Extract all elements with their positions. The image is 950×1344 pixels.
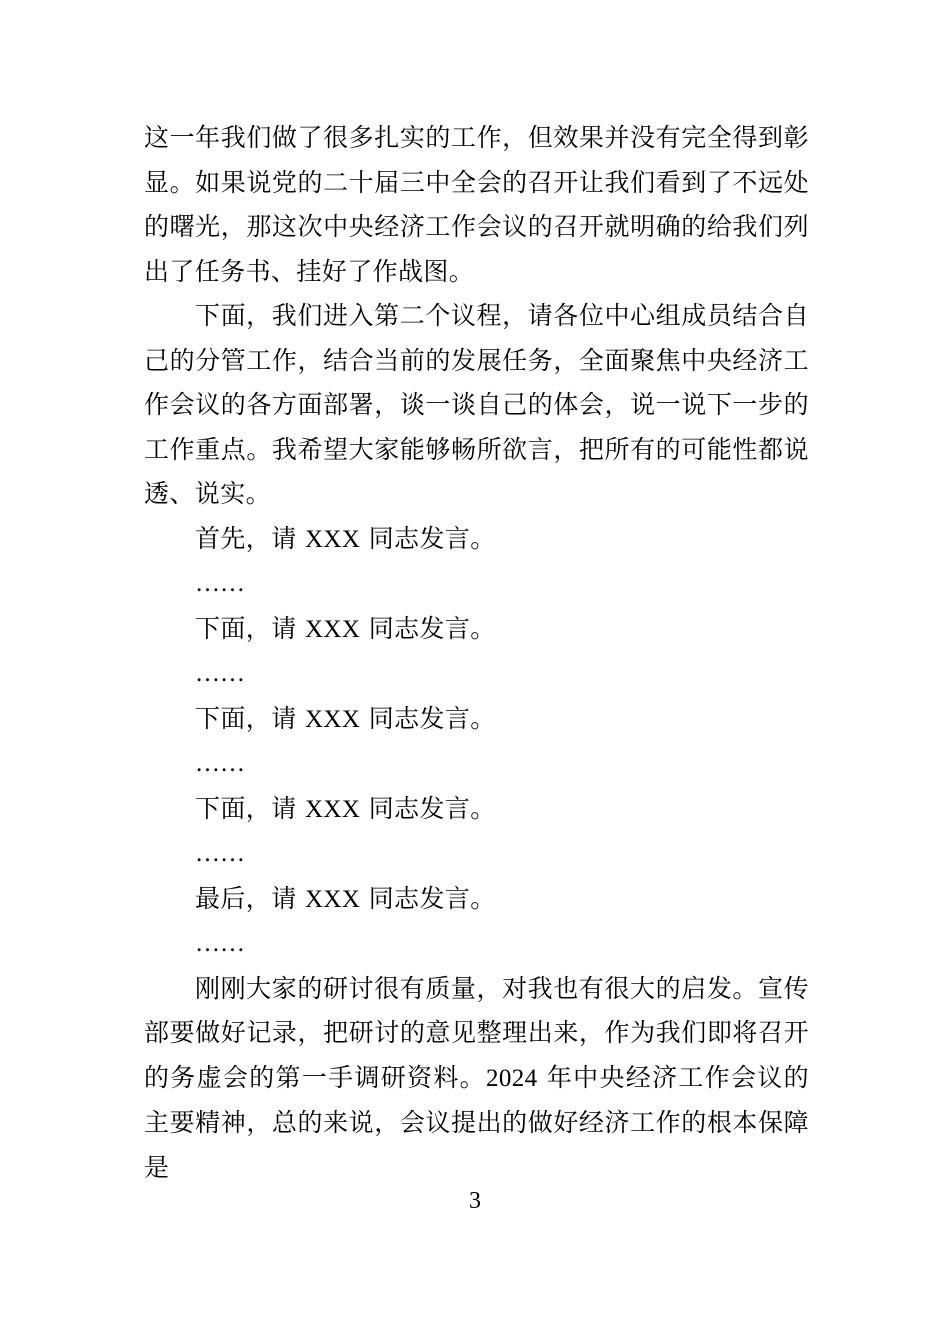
speaker-ellipsis-4: …… bbox=[195, 840, 245, 867]
speaker-line-2: 下面，请 XXX 同志发言。 bbox=[195, 613, 496, 643]
speaker-line-4: 下面，请 XXX 同志发言。 bbox=[195, 793, 496, 823]
paragraph-continuation: 这一年我们做了很多扎实的工作，但效果并没有完全得到彰显。如果说党的二十届三中全会的召开让我们看到了不远处的曙光，那这次中央经济工作会议的召开就明确的给我们列出了任务书、挂好了作战图。 bbox=[144, 123, 809, 286]
document-body bbox=[144, 116, 809, 1190]
paragraph-agenda: 下面，我们进入第二个议程，请各位中心组成员结合自己的分管工作，结合当前的发展任务，全面聚焦中央经济工作会议的各方面部署，谈一谈自己的体会，说一说下一步的工作重点。我希望大家能够畅所欲言，把所有的可能性都说透、说实。 bbox=[144, 301, 809, 508]
paragraph-summary: 刚刚大家的研讨很有质量，对我也有很大的启发。宣传部要做好记录，把研讨的意见整理出来，作为我们即将召开的务虚会的第一手调研资料。2024 年中央经济工作会议的主要精神，总的来说，会议提出的做好经济工作的根本保障是 bbox=[144, 973, 809, 1182]
speaker-line-5: 最后，请 XXX 同志发言。 bbox=[195, 883, 496, 913]
page-number: 3 bbox=[469, 1188, 481, 1214]
speaker-line-1: 首先，请 XXX 同志发言。 bbox=[195, 523, 496, 553]
speaker-ellipsis-2: …… bbox=[195, 660, 245, 687]
speaker-line-3: 下面，请 XXX 同志发言。 bbox=[195, 703, 496, 733]
speaker-ellipsis-3: …… bbox=[195, 750, 245, 777]
speaker-ellipsis-1: …… bbox=[195, 570, 245, 597]
speaker-ellipsis-5: …… bbox=[195, 930, 245, 957]
